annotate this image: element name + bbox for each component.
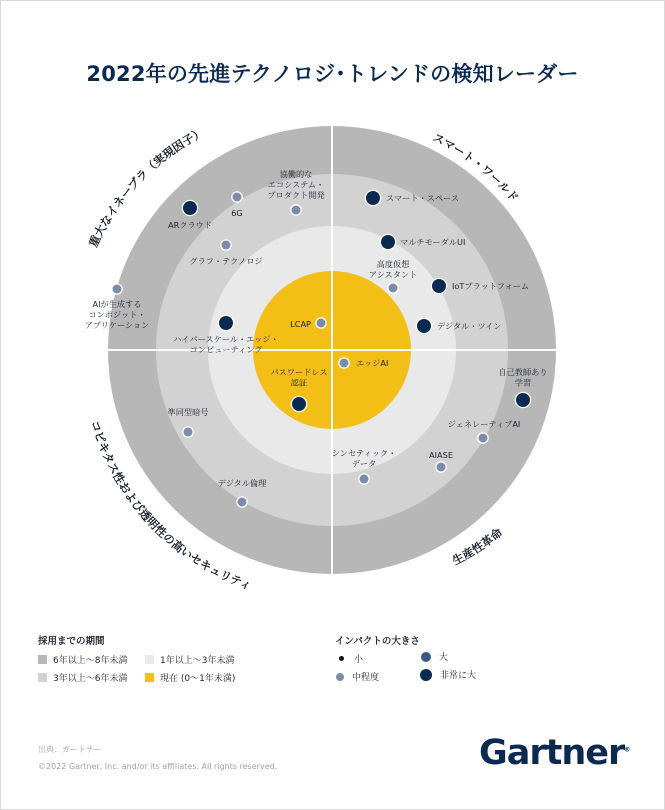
technology-label bbox=[400, 237, 465, 247]
impact-very-large-dot bbox=[381, 235, 395, 249]
technology-label-line: コンポジット・ bbox=[88, 309, 146, 320]
technology-label-line: エッジAI bbox=[356, 358, 389, 368]
impact-very-large-dot bbox=[516, 393, 530, 407]
impact-large-dot bbox=[421, 652, 431, 662]
technology-label bbox=[85, 299, 150, 330]
technology-label-line: データ bbox=[351, 458, 377, 469]
technology-label bbox=[429, 450, 453, 460]
technology-label-line: 学習 bbox=[514, 377, 532, 388]
technology-label-line: 高度仮想 bbox=[376, 259, 410, 269]
impact-medium-dot bbox=[360, 475, 369, 484]
legend-item-now bbox=[145, 671, 235, 684]
technology-marker bbox=[290, 317, 327, 329]
quadrant-label-top-right: スマート・ワールド bbox=[430, 130, 522, 205]
impact-small-dot bbox=[339, 656, 344, 661]
impact-medium-dot bbox=[233, 193, 242, 202]
impact-medium-dot bbox=[437, 463, 446, 472]
impact-medium-dot bbox=[238, 498, 247, 507]
technology-label-line: ジェネレーティブAI bbox=[447, 419, 521, 429]
technology-label-line: ハイパースケール・エッジ・ bbox=[173, 334, 279, 344]
gartner-logo bbox=[479, 733, 630, 773]
impact-medium-dot bbox=[340, 359, 349, 368]
impact-medium-dot bbox=[389, 284, 398, 293]
impact-medium-dot bbox=[222, 241, 231, 250]
impact-medium-dot bbox=[336, 673, 344, 681]
technology-label bbox=[231, 208, 243, 218]
swatch-6-8-years bbox=[38, 655, 47, 664]
technology-label-line: ARクラウド bbox=[167, 220, 213, 230]
impact-legend-title: インパクトの大きさ bbox=[335, 636, 420, 647]
legend-label: 大 bbox=[439, 653, 449, 663]
technology-label-line: デジタル・ツイン bbox=[437, 321, 502, 331]
impact-very-large-dot bbox=[183, 201, 197, 215]
impact-medium-dot bbox=[113, 285, 122, 294]
legend-label: 中程度 bbox=[352, 673, 380, 683]
source-note: 出典：ガートナー bbox=[38, 745, 102, 754]
technology-label-line: デジタル倫理 bbox=[217, 478, 267, 488]
technology-label-line: LCAP bbox=[290, 319, 311, 329]
adoption-legend-title: 採用までの期間 bbox=[38, 636, 105, 647]
technology-label-line: 協働的な bbox=[279, 169, 313, 179]
technology-label bbox=[168, 407, 209, 417]
legend-item-6-8-years bbox=[38, 653, 127, 666]
logo-mark: ® bbox=[624, 746, 631, 754]
quadrant-label-bottom-left: コピキタス性および透明性の高いセキュリティ bbox=[88, 418, 254, 593]
technology-label-line: パスワードレス bbox=[270, 367, 328, 377]
technology-label bbox=[218, 478, 267, 488]
legend-item-impact-small bbox=[337, 652, 363, 665]
swatch-1-3-years bbox=[145, 655, 154, 664]
copyright-note: ©2022 Gartner, Inc. and/or its affiliates. All rights reserved. bbox=[38, 762, 278, 771]
technology-label-line: マルチモーダルUI bbox=[400, 237, 466, 247]
impact-very-large-dot bbox=[420, 669, 432, 681]
technology-label bbox=[386, 193, 459, 203]
quadrant-label-top-left: 重大なイネーブラ（実現因子） bbox=[86, 125, 207, 250]
legend-label: 小 bbox=[354, 655, 364, 665]
technology-label-line: プロダクト開発 bbox=[267, 190, 325, 200]
swatch-3-6-years bbox=[38, 673, 47, 682]
impact-medium-dot bbox=[479, 434, 488, 443]
technology-label bbox=[189, 256, 262, 266]
technology-label-line: アシスタント bbox=[368, 269, 418, 280]
technology-label bbox=[452, 281, 529, 291]
legend-item-3-6-years bbox=[38, 671, 127, 684]
impact-very-large-dot bbox=[417, 319, 431, 333]
technology-label-line: グラフ・テクノロジ bbox=[189, 256, 263, 266]
technology-label bbox=[356, 358, 388, 368]
technology-label-line: シンセティック・ bbox=[331, 448, 397, 458]
legend-item-impact-very-large bbox=[420, 668, 476, 681]
quadrant-label-bottom-right: 生産性革命 bbox=[449, 525, 506, 568]
legend-item-impact-medium bbox=[335, 670, 379, 683]
logo-text: Gartner bbox=[479, 733, 625, 773]
impact-medium-dot bbox=[292, 206, 301, 215]
technology-label bbox=[448, 419, 521, 429]
swatch-now bbox=[145, 673, 154, 682]
legend-item-impact-large bbox=[421, 650, 448, 663]
technology-label-line: アプリケーション bbox=[84, 320, 150, 330]
technology-label-line: AIASE bbox=[429, 450, 453, 460]
impact-very-large-dot bbox=[432, 279, 446, 293]
technology-marker bbox=[338, 357, 388, 369]
technology-label bbox=[168, 220, 212, 230]
legend-label: 3年以上～6年未満 bbox=[53, 674, 128, 684]
technology-label bbox=[437, 321, 502, 331]
technology-label-line: 6G bbox=[231, 208, 243, 218]
technology-label bbox=[290, 319, 311, 329]
impact-medium-dot bbox=[317, 319, 326, 328]
impact-very-large-dot bbox=[366, 191, 380, 205]
legend-label: 非常に大 bbox=[440, 671, 477, 681]
technology-label-line: エコシステム・ bbox=[267, 179, 325, 190]
legend-label: 現在 (0～1年未満) bbox=[160, 674, 236, 684]
page-title: 2022年の先進テクノロジ･トレンドの検知レーダー bbox=[86, 62, 579, 86]
technology-label-line: AIが生成する bbox=[92, 299, 142, 309]
legend-label: 1年以上～3年未満 bbox=[160, 656, 235, 666]
legend-label: 6年以上～8年未満 bbox=[53, 656, 128, 666]
technology-label-line: 認証 bbox=[290, 377, 308, 388]
technology-label-line: 準同型暗号 bbox=[167, 407, 209, 417]
legend-item-1-3-years bbox=[145, 653, 234, 666]
technology-label-line: コンピューティング bbox=[189, 344, 263, 355]
impact-very-large-dot bbox=[219, 316, 233, 330]
technology-label-line: 自己教師あり bbox=[498, 367, 548, 377]
technology-label-line: IoTプラットフォーム bbox=[452, 281, 530, 291]
technology-label-line: スマート・スペース bbox=[386, 193, 460, 203]
impact-very-large-dot bbox=[292, 397, 306, 411]
impact-medium-dot bbox=[184, 428, 193, 437]
